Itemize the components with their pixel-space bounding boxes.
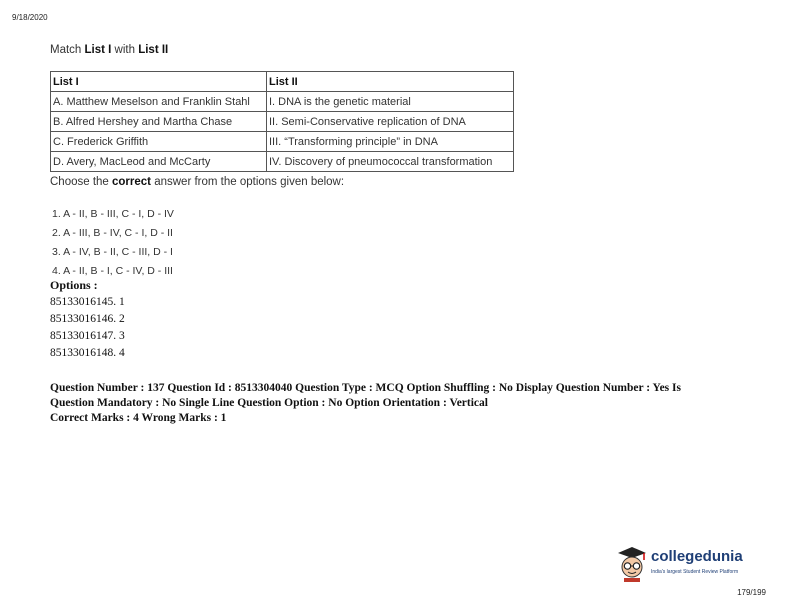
answer-choice: 2. A - III, B - IV, C - I, D - II	[52, 227, 173, 239]
option-item: 85133016147. 3	[50, 330, 125, 342]
list-two-label: List II	[138, 44, 169, 56]
table-cell: II. Semi-Conservative replication of DNA	[267, 112, 514, 132]
table-row	[51, 132, 514, 152]
options-heading: Options :	[50, 278, 98, 292]
answer-choices	[50, 205, 174, 281]
question-metadata	[50, 381, 750, 426]
table-row	[51, 92, 514, 112]
metadata-line: Question Number : 137 Question Id : 8513304040 Question Type : MCQ Option Shuffling : No Display Question Number : Yes Is	[50, 382, 681, 394]
answer-choice: 3. A - IV, B - II, C - III, D - I	[52, 246, 173, 258]
list-one-label: List I	[84, 44, 112, 56]
options-list	[50, 294, 125, 362]
question-mid: with	[111, 44, 139, 56]
option-item: 85133016148. 4	[50, 347, 125, 359]
metadata-line: Question Mandatory : No Single Line Question Option : No Option Orientation : Vertical	[50, 397, 488, 409]
instruction-prefix: Choose the	[50, 176, 113, 188]
collegedunia-logo	[615, 545, 755, 583]
question-prefix: Match	[50, 44, 85, 56]
table-cell: I. DNA is the genetic material	[267, 92, 514, 112]
logo-wordmark: collegedunia	[651, 548, 743, 565]
table-cell: IV. Discovery of pneumococcal transformation	[267, 152, 514, 172]
instruction-suffix: answer from the options given below:	[151, 176, 345, 188]
table-header-list-1: List I	[51, 72, 267, 92]
option-item: 85133016146. 2	[50, 313, 125, 325]
question-text	[50, 44, 168, 56]
option-item: 85133016145. 1	[50, 296, 125, 308]
table-cell: B. Alfred Hershey and Martha Chase	[51, 112, 267, 132]
metadata-line: Correct Marks : 4 Wrong Marks : 1	[50, 412, 227, 424]
table-cell: III. “Transforming principle” in DNA	[267, 132, 514, 152]
table-cell: A. Matthew Meselson and Franklin Stahl	[51, 92, 267, 112]
table-cell: C. Frederick Griffith	[51, 132, 267, 152]
mascot-icon	[615, 545, 649, 583]
table-header-list-2: List II	[267, 72, 514, 92]
print-date: 9/18/2020	[12, 13, 48, 22]
table-cell: D. Avery, MacLeod and McCarty	[51, 152, 267, 172]
instruction-bold: correct	[112, 176, 152, 188]
page-number: 179/199	[737, 588, 766, 597]
table-row	[51, 152, 514, 172]
table-row	[51, 112, 514, 132]
instruction-text	[50, 176, 344, 188]
answer-choice: 1. A - II, B - III, C - I, D - IV	[52, 208, 174, 220]
table-header-row	[51, 72, 514, 92]
logo-tagline: India's largest Student Review Platform	[651, 569, 739, 575]
answer-choice: 4. A - II, B - I, C - IV, D - III	[52, 265, 173, 277]
match-table	[50, 71, 514, 172]
